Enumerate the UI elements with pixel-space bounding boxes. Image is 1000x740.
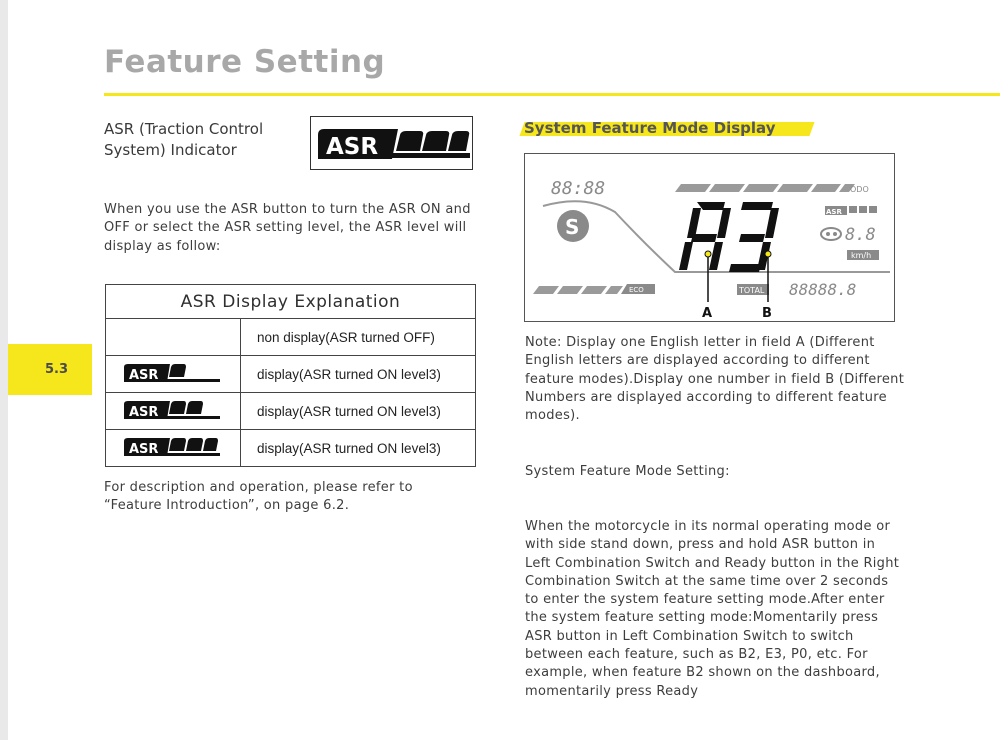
- table-icon-cell: [106, 393, 241, 430]
- feature-setting-body: When the motorcycle in its normal operating mode or with side stand down, press and hold ASR button in Left Combination Switch and Ready button in the Right Combination Switch at the same time over 2 seconds to enter the system feature setting mode.After enter the system feature setting mode:Momentarily press ASR button in Left Combination Switch to switch between each feature, such as B2, E3, P0, etc. For example, when feature B2 shown on the dashboard, momentarily press Ready: [525, 519, 900, 699]
- gear-indicator-icon: [821, 228, 841, 240]
- svg-text:TOTAL: TOTAL: [739, 286, 765, 295]
- table-icon-cell: [106, 430, 241, 467]
- svg-text:S: S: [565, 215, 580, 239]
- asr-explanation-table: [105, 284, 476, 467]
- asr-badge-text: ASR: [326, 134, 379, 160]
- odometer-readout: 88888.8: [789, 280, 857, 299]
- asr-indicator-heading: ASR (Traction Control System) Indicator: [104, 120, 264, 159]
- asr-level-2-icon: [122, 398, 222, 422]
- svg-text:ASR: ASR: [129, 404, 159, 420]
- odo-label: ODO: [850, 185, 869, 194]
- feature-note-paragraph: Note: Display one English letter in field A (Different English letters are displayed according to different feature modes).Display one number in field B (Different Numbers are displayed according to different feature modes).: [525, 335, 905, 424]
- table-icon-cell-empty: [106, 319, 241, 356]
- intro-paragraph: When you use the ASR button to turn the ASR ON and OFF or select the ASR setting level, the ASR level will display as follow:: [104, 202, 471, 254]
- svg-text:ASR: ASR: [129, 441, 159, 457]
- table-row: [106, 356, 476, 393]
- svg-text:ECO: ECO: [629, 286, 644, 294]
- callout-label-a: A: [702, 306, 713, 321]
- system-feature-heading: System Feature Mode Display: [522, 119, 775, 137]
- section-tab: [8, 344, 92, 395]
- table-icon-cell: [106, 356, 241, 393]
- table-description: non display(ASR turned OFF): [241, 319, 476, 356]
- table-row: [106, 393, 476, 430]
- asr-level-3-icon: [314, 123, 471, 165]
- asr-level-1-icon: [122, 361, 222, 385]
- table-description: display(ASR turned ON level3): [241, 356, 476, 393]
- asr-indicator-graphic: [310, 116, 473, 170]
- table-title: ASR Display Explanation: [106, 285, 476, 319]
- title-divider: [104, 93, 1000, 96]
- page-title: Feature Setting: [104, 44, 386, 80]
- table-description: display(ASR turned ON level3): [241, 430, 476, 467]
- page-edge-rail: [0, 0, 8, 740]
- lcd-dashboard-graphic: [525, 154, 896, 323]
- callout-label-b: B: [762, 306, 772, 321]
- fuel-bar-segments: [533, 286, 623, 294]
- feature-setting-heading: System Feature Mode Setting:: [525, 464, 730, 479]
- section-number: 5.3: [45, 362, 69, 377]
- table-row: [106, 430, 476, 467]
- table-description: display(ASR turned ON level3): [241, 393, 476, 430]
- main-digit-display: [679, 202, 779, 272]
- svg-text:km/h: km/h: [851, 251, 872, 260]
- dashboard-display-figure: [524, 153, 895, 322]
- reference-note: For description and operation, please refer to “Feature Introduction”, on page 6.2.: [104, 480, 413, 514]
- table-row: [106, 319, 476, 356]
- gear-readout: 8.8: [845, 225, 876, 245]
- asr-level-3-icon: [122, 435, 222, 459]
- rpm-bar-segments: [675, 184, 855, 192]
- svg-text:ASR: ASR: [826, 208, 842, 216]
- svg-text:ASR: ASR: [129, 367, 159, 383]
- clock-readout: 88:88: [551, 178, 606, 199]
